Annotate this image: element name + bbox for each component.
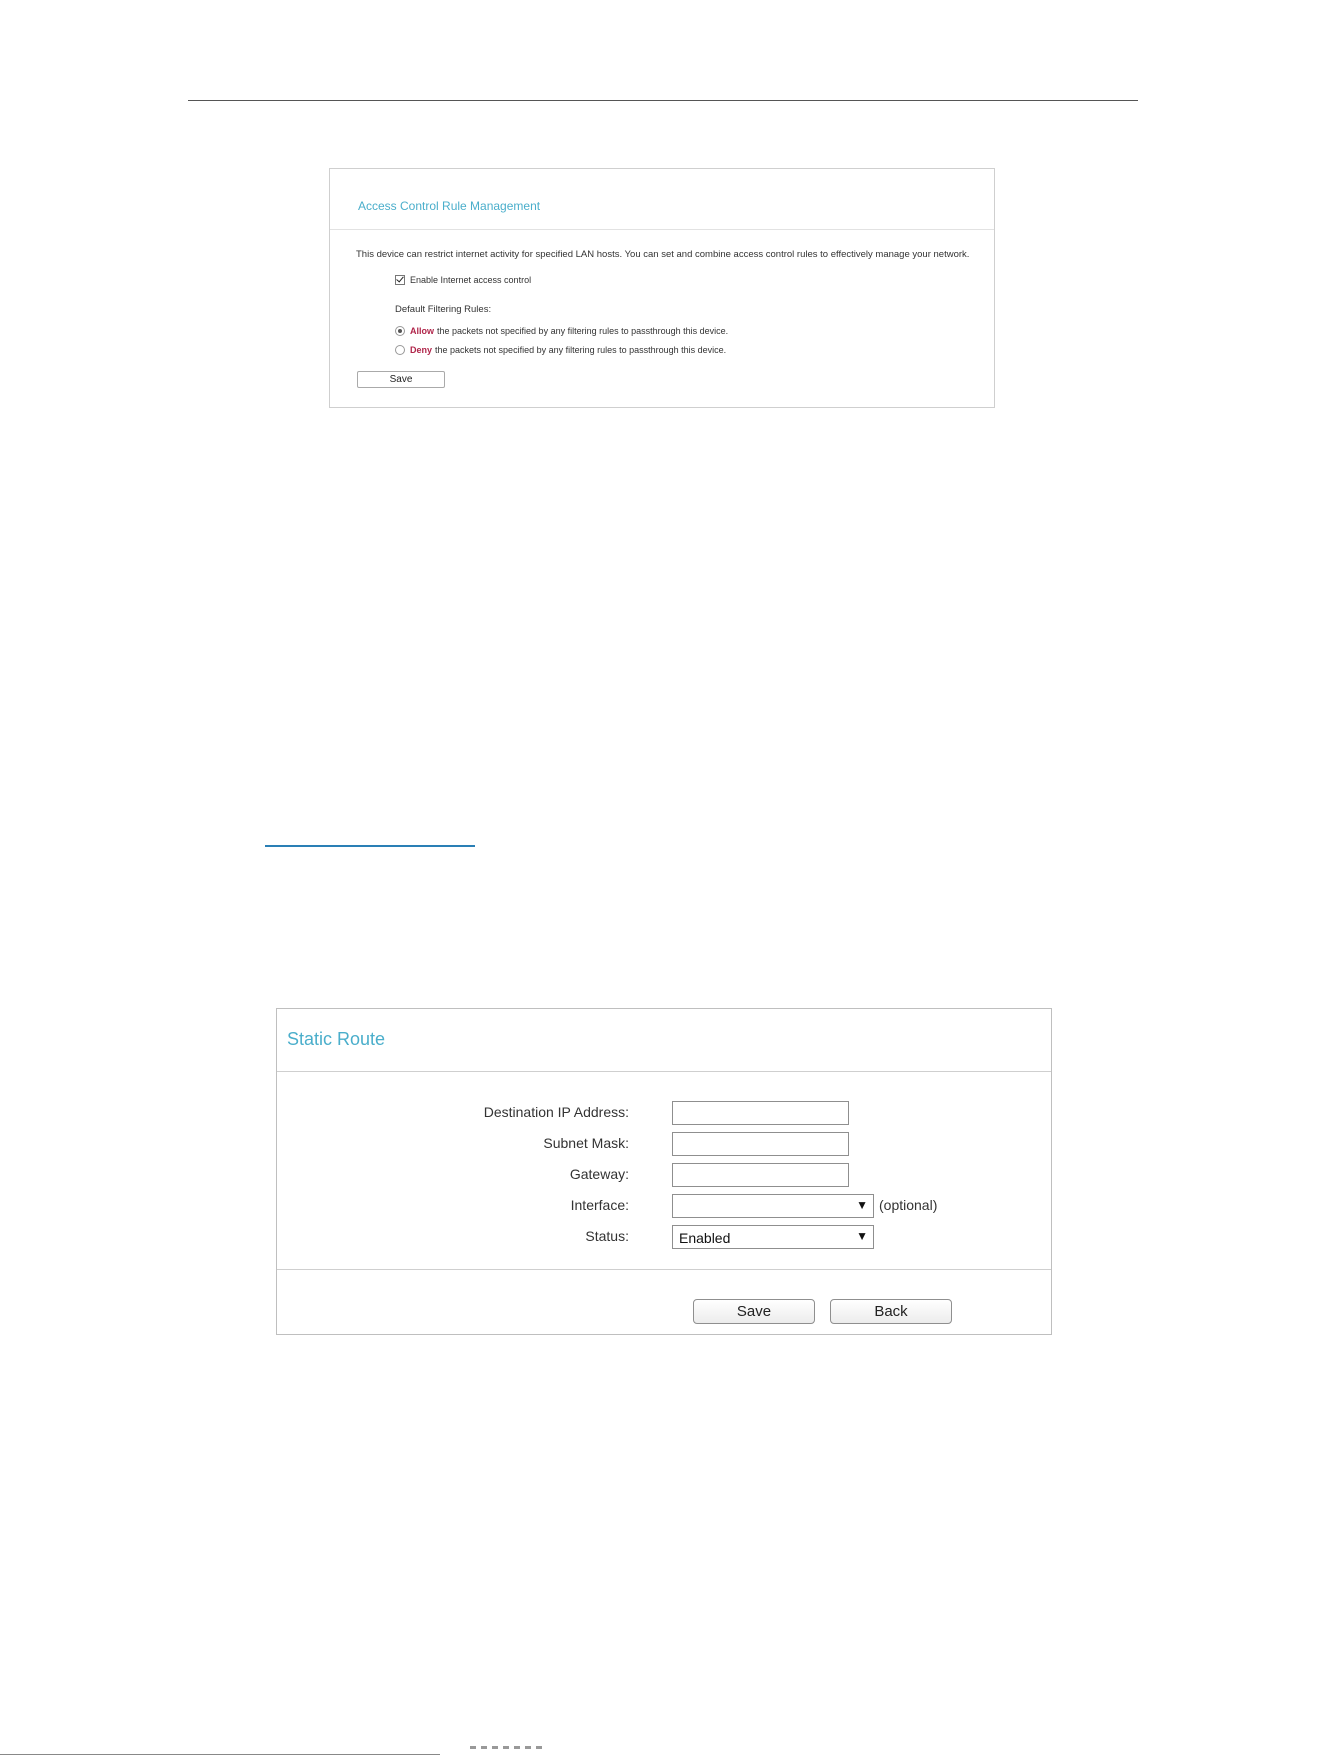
deny-option-row[interactable] (395, 345, 726, 355)
gateway-label: Gateway: (569, 1166, 629, 1182)
gateway-row (277, 1163, 1053, 1187)
enable-access-control-label: Enable Internet access control (410, 275, 532, 285)
deny-option-text: the packets not specified by any filtering rules to passthrough this device. (435, 345, 727, 355)
subnet-mask-row (277, 1132, 1053, 1156)
status-row (277, 1225, 1053, 1249)
panel-divider (330, 229, 994, 230)
status-select[interactable] (672, 1225, 874, 1249)
enable-access-control-checkbox[interactable] (395, 275, 405, 285)
interface-label: Interface: (570, 1197, 629, 1213)
access-control-save-button[interactable]: Save (357, 371, 445, 388)
interface-optional-hint: (optional) (879, 1197, 938, 1213)
status-selected-value: Enabled (679, 1230, 731, 1246)
static-route-title: Static Route (287, 1029, 386, 1049)
destination-ip-input[interactable] (672, 1101, 849, 1125)
allow-keyword: Allow (410, 326, 434, 336)
deny-radio[interactable] (395, 345, 405, 355)
access-control-title: Access Control Rule Management (358, 199, 541, 213)
subnet-mask-label: Subnet Mask: (543, 1135, 629, 1151)
interface-select[interactable] (672, 1194, 874, 1218)
default-filtering-rules-label: Default Filtering Rules: (395, 304, 492, 315)
gateway-input[interactable] (672, 1163, 849, 1187)
allow-radio[interactable] (395, 326, 405, 336)
static-route-save-button[interactable]: Save (693, 1299, 815, 1324)
allow-option-text: the packets not specified by any filtering rules to passthrough this device. (437, 326, 729, 336)
panel-divider-top (277, 1071, 1051, 1072)
footer-mark (470, 1746, 560, 1758)
hyperlink-underline[interactable] (265, 845, 475, 847)
page-header-rule (188, 100, 1138, 101)
destination-ip-label: Destination IP Address: (483, 1104, 629, 1120)
static-route-back-button[interactable]: Back (830, 1299, 952, 1324)
panel-divider-bottom (277, 1269, 1051, 1270)
static-route-panel (276, 1008, 1052, 1335)
destination-ip-row (277, 1101, 1053, 1125)
page-footer-rule (0, 1754, 440, 1755)
subnet-mask-input[interactable] (672, 1132, 849, 1156)
access-control-description: This device can restrict internet activity for specified LAN hosts. You can set and combine access control rules to effectively manage your network. (356, 249, 970, 260)
dropdown-arrow-icon: ▼ (856, 1198, 868, 1212)
allow-option-row[interactable] (395, 326, 728, 336)
access-control-panel (329, 168, 995, 408)
deny-keyword: Deny (410, 345, 433, 355)
enable-access-control-row[interactable] (395, 275, 531, 285)
interface-row (277, 1194, 1053, 1218)
dropdown-arrow-icon: ▼ (856, 1229, 868, 1243)
status-label: Status: (585, 1228, 629, 1244)
